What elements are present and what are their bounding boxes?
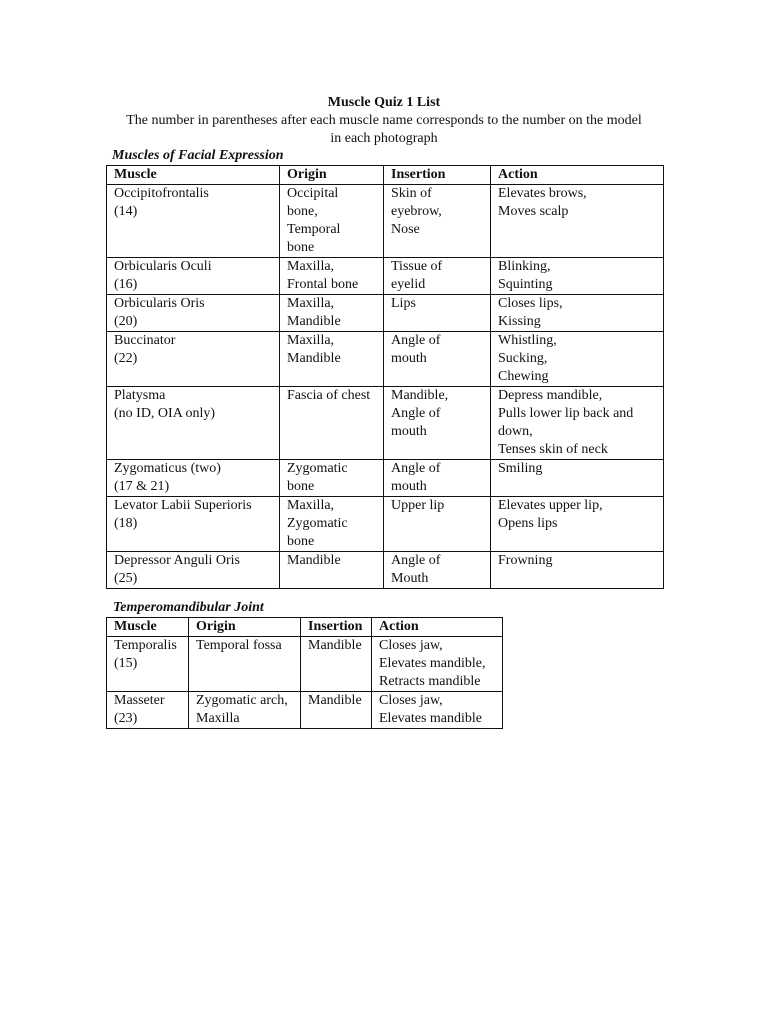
document-title: Muscle Quiz 1 List — [327, 95, 441, 110]
table-row — [107, 692, 503, 729]
table-row — [107, 460, 664, 497]
table-header-row — [107, 618, 503, 637]
table-row — [107, 332, 664, 387]
facial-expression-heading: Muscles of Facial Expression — [112, 148, 284, 163]
header-insertion: Insertion — [301, 618, 372, 637]
table-header-row — [107, 166, 664, 185]
cell-origin: Zygomatic bone — [280, 460, 384, 497]
cell-muscle: Orbicularis Oris (20) — [107, 295, 280, 332]
header-insertion: Insertion — [384, 166, 491, 185]
cell-insertion: Tissue of eyelid — [384, 258, 491, 295]
cell-origin: Maxilla, Mandible — [280, 332, 384, 387]
cell-action: Closes lips, Kissing — [491, 295, 664, 332]
cell-origin: Occipital bone, Temporal bone — [280, 185, 384, 258]
tmj-table — [106, 617, 503, 729]
cell-origin: Maxilla, Mandible — [280, 295, 384, 332]
cell-muscle: Depressor Anguli Oris (25) — [107, 552, 280, 589]
document-subtitle: The number in parentheses after each muscle name corresponds to the number on the model in each photograph — [126, 113, 642, 146]
cell-insertion: Mandible — [301, 692, 372, 729]
tmj-heading: Temperomandibular Joint — [113, 600, 264, 615]
table-row — [107, 552, 664, 589]
header-origin: Origin — [280, 166, 384, 185]
cell-muscle: Levator Labii Superioris (18) — [107, 497, 280, 552]
table-row — [107, 295, 664, 332]
cell-origin: Maxilla, Zygomatic bone — [280, 497, 384, 552]
cell-origin: Mandible — [280, 552, 384, 589]
cell-action: Blinking, Squinting — [491, 258, 664, 295]
cell-origin: Temporal fossa — [189, 637, 301, 692]
header-action: Action — [491, 166, 664, 185]
cell-origin: Fascia of chest — [280, 387, 384, 460]
cell-origin: Maxilla, Frontal bone — [280, 258, 384, 295]
cell-insertion: Mandible — [301, 637, 372, 692]
table-row — [107, 497, 664, 552]
header-muscle: Muscle — [107, 166, 280, 185]
cell-insertion: Mandible, Angle of mouth — [384, 387, 491, 460]
table-row — [107, 185, 664, 258]
cell-action: Elevates brows, Moves scalp — [491, 185, 664, 258]
cell-action: Smiling — [491, 460, 664, 497]
cell-insertion: Skin of eyebrow, Nose — [384, 185, 491, 258]
cell-muscle: Temporalis (15) — [107, 637, 189, 692]
cell-action: Frowning — [491, 552, 664, 589]
cell-insertion: Angle of Mouth — [384, 552, 491, 589]
cell-action: Depress mandible, Pulls lower lip back and down, Tenses skin of neck — [491, 387, 664, 460]
cell-muscle: Orbicularis Oculi (16) — [107, 258, 280, 295]
cell-action: Closes jaw, Elevates mandible, Retracts mandible — [372, 637, 503, 692]
cell-origin: Zygomatic arch, Maxilla — [189, 692, 301, 729]
cell-insertion: Angle of mouth — [384, 460, 491, 497]
cell-muscle: Platysma (no ID, OIA only) — [107, 387, 280, 460]
cell-insertion: Lips — [384, 295, 491, 332]
table-row — [107, 637, 503, 692]
header-origin: Origin — [189, 618, 301, 637]
cell-action: Elevates upper lip, Opens lips — [491, 497, 664, 552]
facial-expression-table — [106, 165, 664, 589]
cell-muscle: Masseter (23) — [107, 692, 189, 729]
cell-action: Whistling, Sucking, Chewing — [491, 332, 664, 387]
cell-insertion: Angle of mouth — [384, 332, 491, 387]
cell-insertion: Upper lip — [384, 497, 491, 552]
header-action: Action — [372, 618, 503, 637]
header-muscle: Muscle — [107, 618, 189, 637]
cell-action: Closes jaw, Elevates mandible — [372, 692, 503, 729]
cell-muscle: Occipitofrontalis (14) — [107, 185, 280, 258]
cell-muscle: Zygomaticus (two) (17 & 21) — [107, 460, 280, 497]
cell-muscle: Buccinator (22) — [107, 332, 280, 387]
table-row — [107, 387, 664, 460]
table-row — [107, 258, 664, 295]
